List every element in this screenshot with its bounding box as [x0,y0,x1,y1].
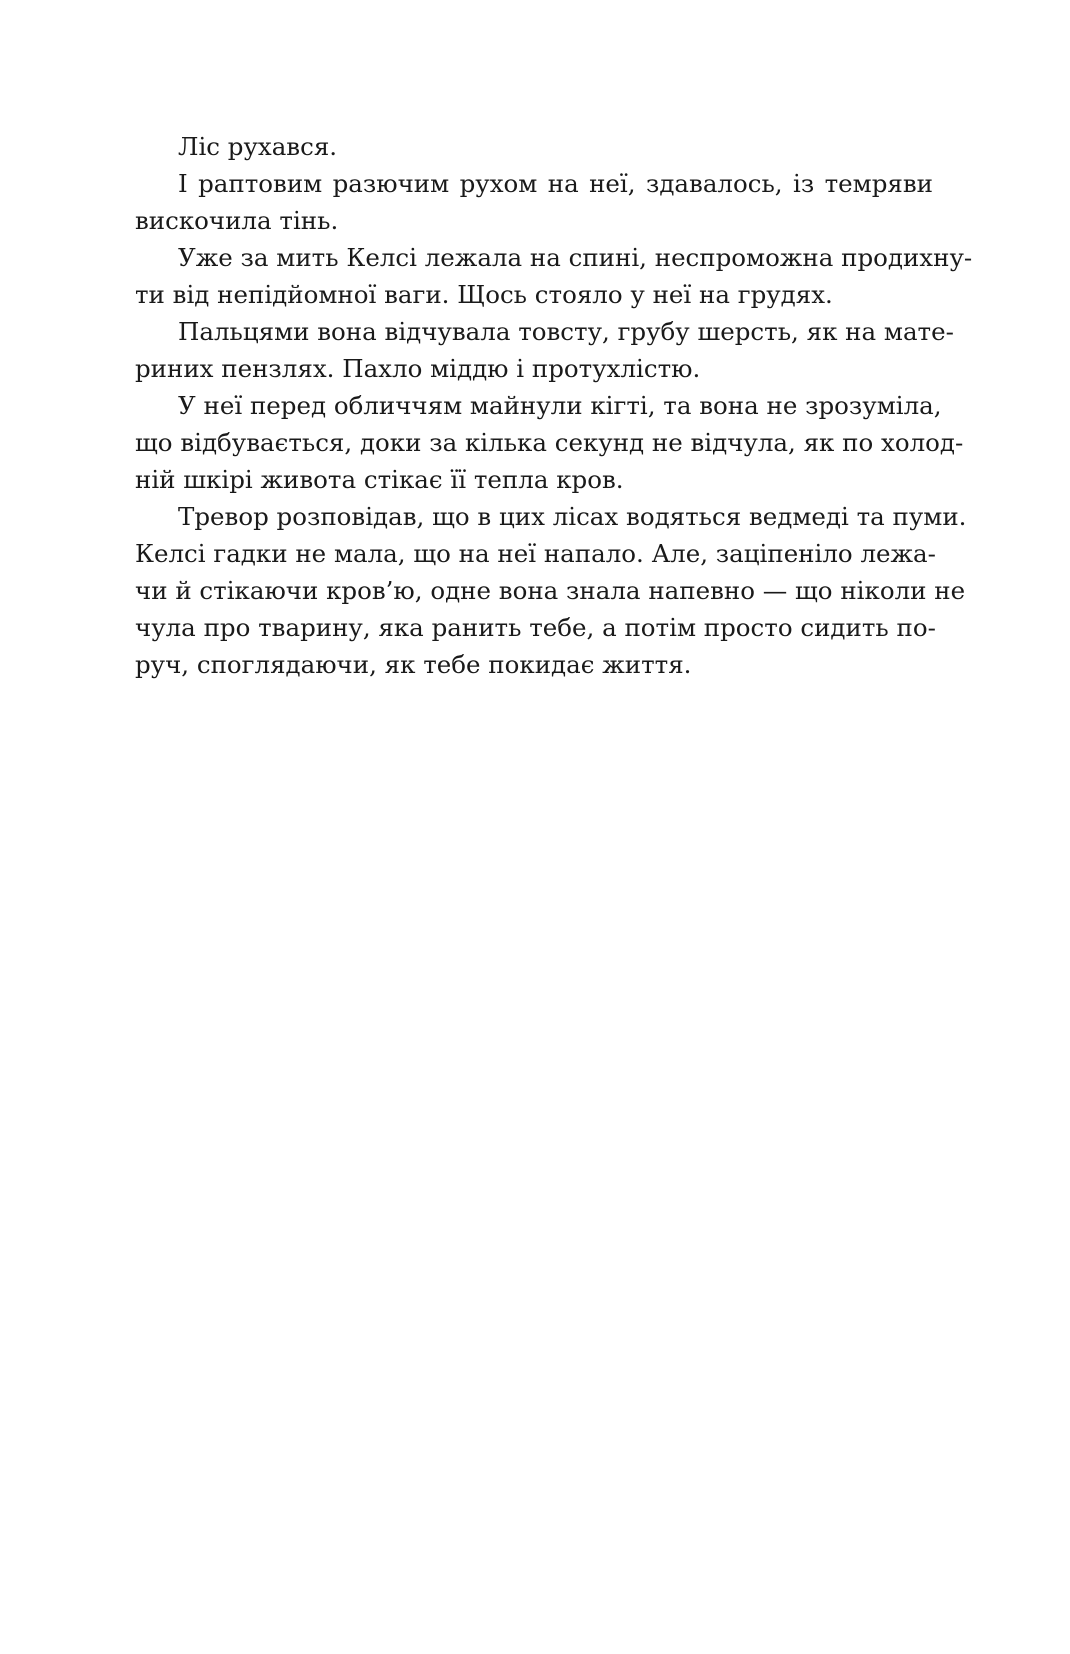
body-text [135,128,973,683]
text-line: ній шкірі живота стікає її тепла кров. [135,465,624,494]
text-line: чула про тварину, яка ранить тебе, а потім просто сидить по- [135,613,936,642]
text-line: риних пензлях. Пахло міддю і протухлістю. [135,354,701,383]
text-line: У неї перед обличчям майнули кігті, та вона не зрозуміла, [178,391,942,420]
paragraph-5 [135,387,964,498]
paragraph-2 [135,165,933,239]
text-line: Ліс рухався. [178,132,338,161]
paragraph-4 [135,313,954,387]
text-line: І раптовим разючим рухом на неї, здавалось, із темряви [178,169,933,198]
text-line: Пальцями вона відчувала товсту, грубу шерсть, як на мате- [178,317,954,346]
text-line: вискочила тінь. [135,206,339,235]
paragraph-1 [135,128,933,165]
paragraph-6 [135,498,967,683]
paragraph-3 [135,239,973,313]
text-line: що відбувається, доки за кілька секунд не відчула, як по холод- [135,428,964,457]
text-line: Тревор розповідав, що в цих лісах водяться ведмеді та пуми. [178,502,967,531]
text-line: Келсі гадки не мала, що на неї напало. Але, заціпеніло лежа- [135,539,936,568]
text-line: Уже за мить Келсі лежала на спині, неспроможна продихну- [178,243,973,272]
text-line: ти від непідйомної ваги. Щось стояло у неї на грудях. [135,280,833,309]
text-line: руч, споглядаючи, як тебе покидає життя. [135,650,692,679]
text-line: чи й стікаючи кров’ю, одне вона знала напевно — що ніколи не [135,576,966,605]
